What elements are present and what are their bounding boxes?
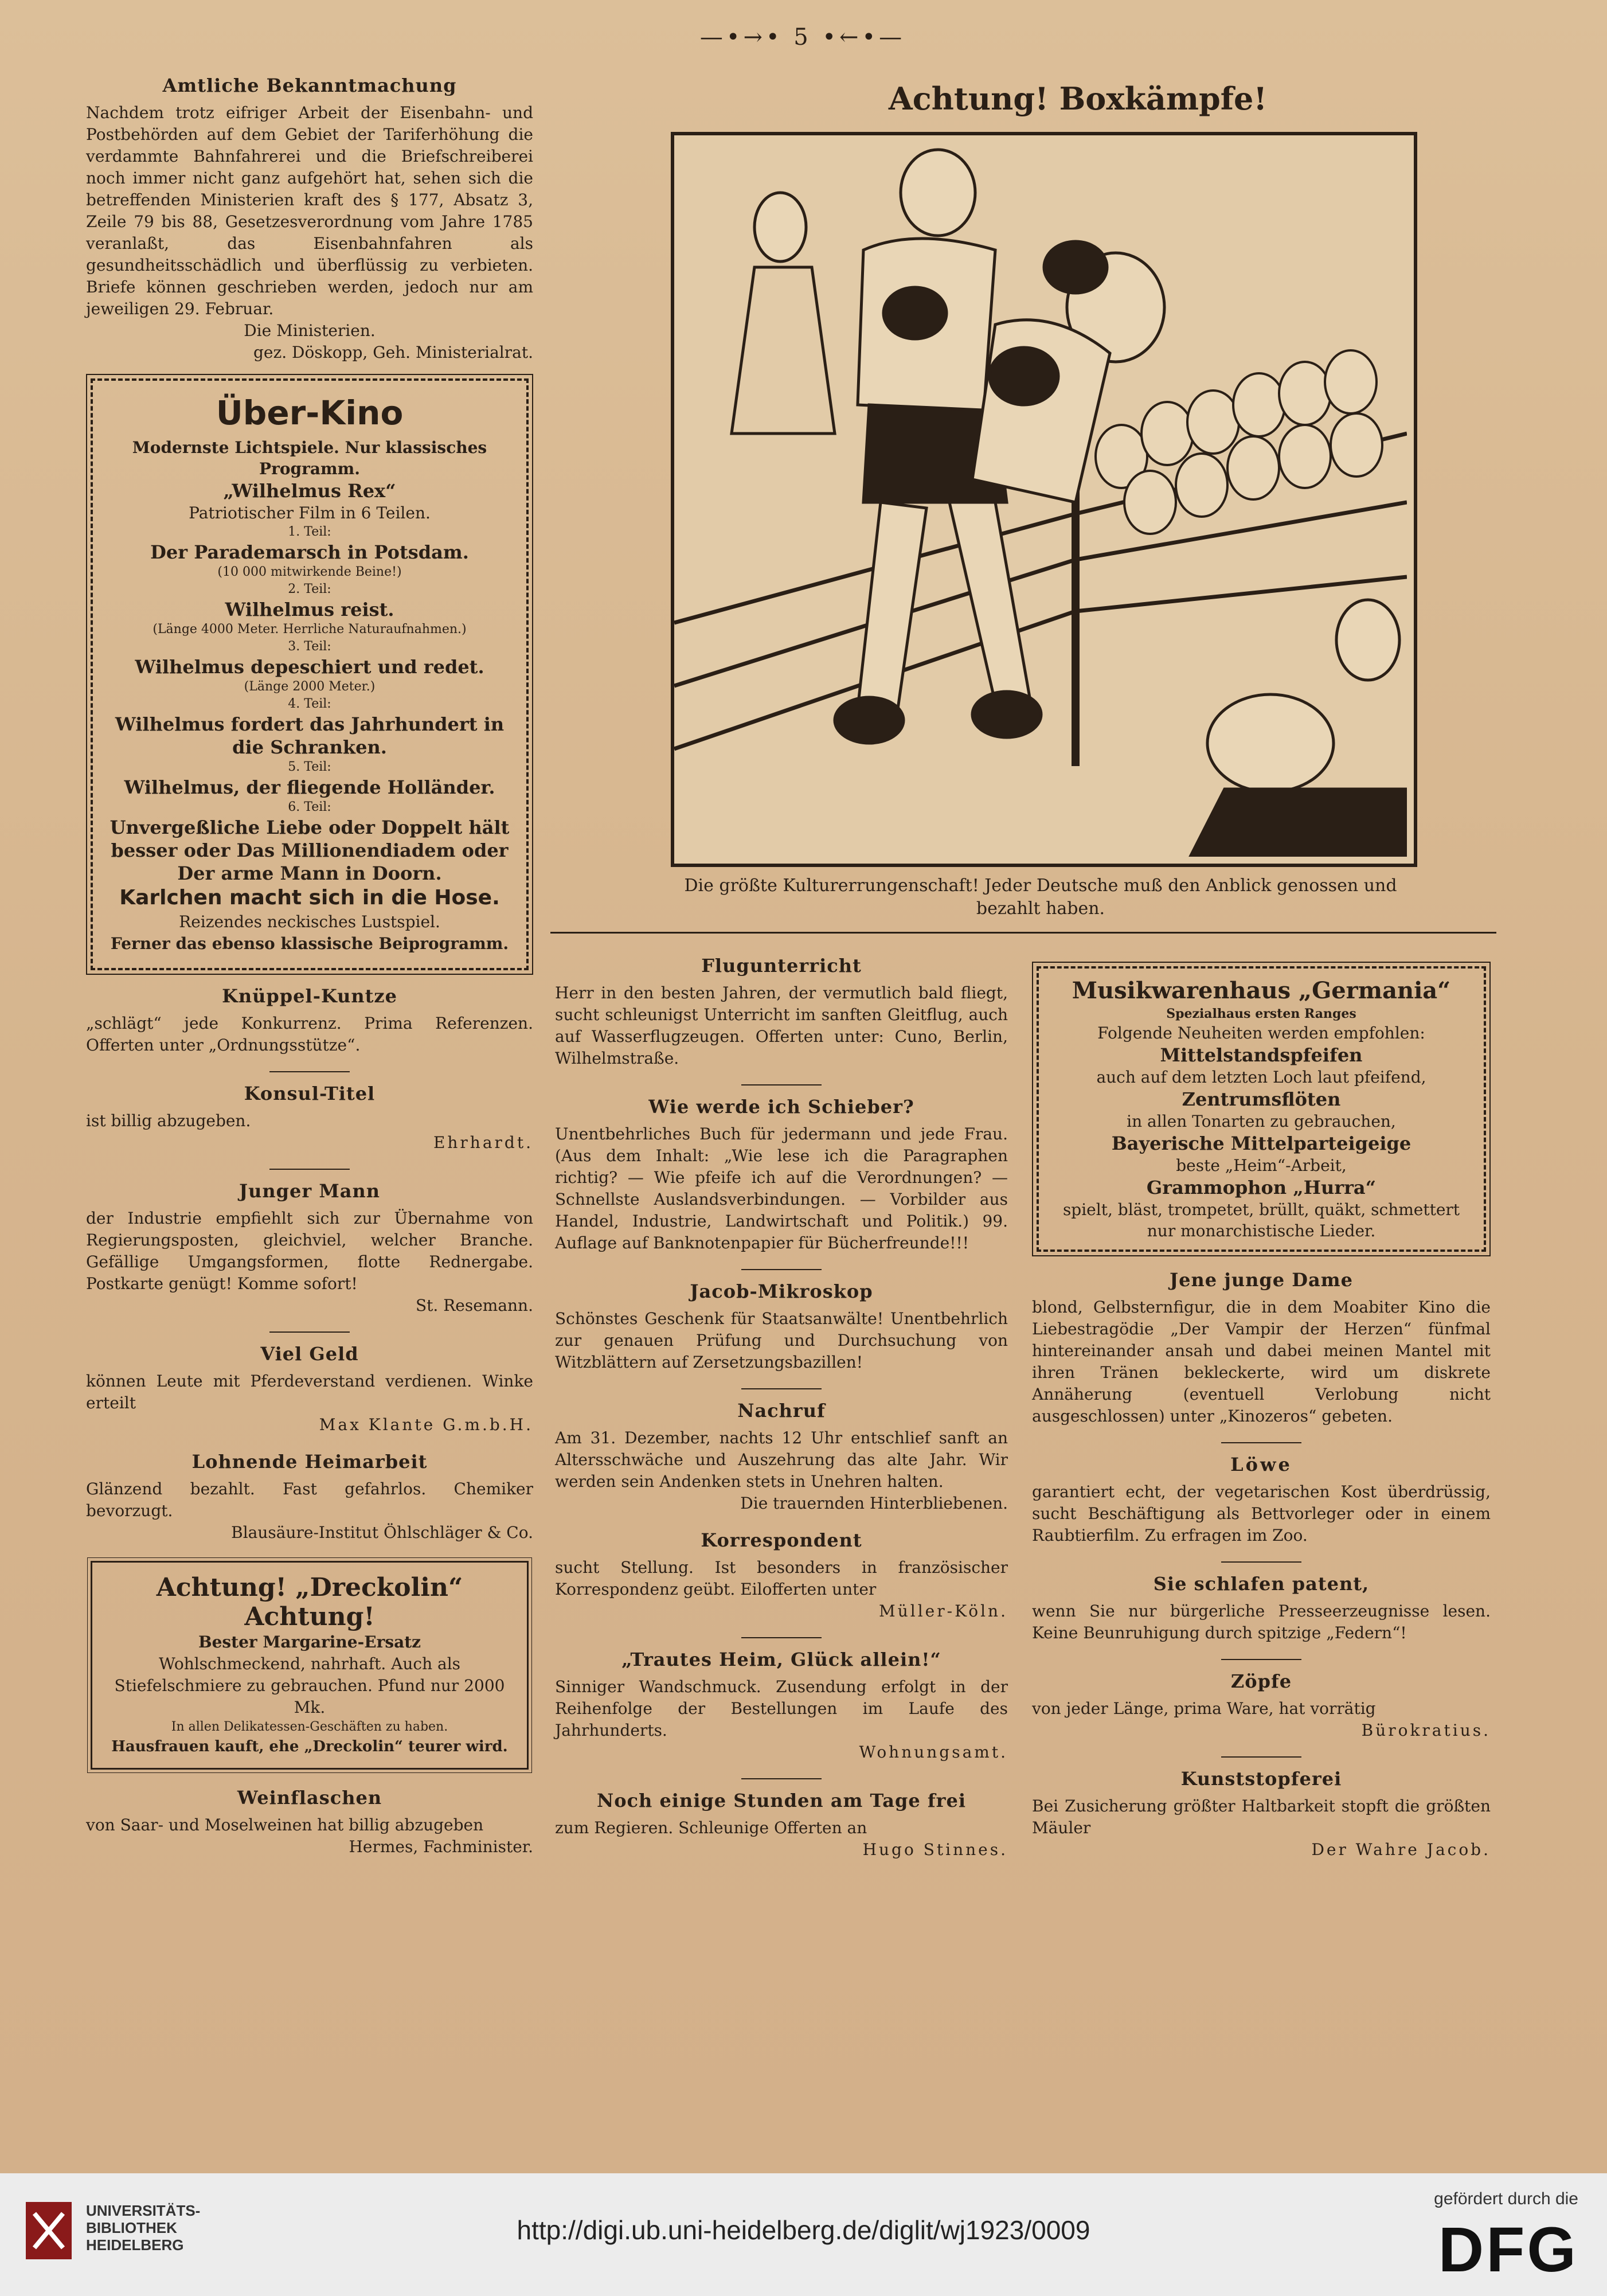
cartoon-title: Achtung! Boxkämpfe!	[888, 80, 1268, 117]
wein-title: Weinflaschen	[237, 1787, 382, 1809]
kino-part1-label: 1. Teil:	[288, 525, 331, 539]
trautes-heim-title: „Trautes Heim, Glück allein!“	[621, 1649, 941, 1670]
trautes-heim-text: Sinniger Wandschmuck. Zusendung erfolgt in der Reihenfolge der Bestellungen im Laufe des Jahrhunderts.	[555, 1677, 1008, 1740]
heimarbeit-ad	[86, 1451, 533, 1544]
dame-ad	[1032, 1269, 1491, 1427]
university-name-line3: HEIDELBERG	[86, 2236, 184, 2254]
boxing-cartoon-image	[671, 132, 1417, 867]
divider	[1221, 1756, 1301, 1758]
kino-line3: Patriotischer Film in 6 Teilen.	[189, 503, 431, 522]
kino-part1-sub: (10 000 mitwirkende Beine!)	[217, 565, 402, 579]
announcement-text: Nachdem trotz eifriger Arbeit der Eisenbahn- und Postbehörden auf dem Gebiet der Tariferhöhung die verdammte Bahnfahrerei und die Briefschreiberei noch immer nicht ganz aufgehört hat, sehen sich die betreffenden Ministerien kraft des § 177, Absatz 3, Zeile 79 bis 88, Gesetzesverordnung vom Jahre 1785 veranlaßt, das Eisenbahnfahren als gesundheitsschädlich und überflüssig zu verbieten. Briefe können geschrieben werden, jedoch nur am jeweiligen 29. Februar.	[86, 103, 533, 318]
dreckolin-ad	[91, 1561, 529, 1770]
trautes-heim-sig: Wohnungsamt.	[859, 1743, 1008, 1762]
musik-item4: Grammophon „Hurra“	[1146, 1177, 1377, 1198]
schieber-ad	[555, 1096, 1008, 1254]
musik-sub: Spezialhaus ersten Ranges	[1166, 1006, 1356, 1021]
kino-footer: Ferner das ebenso klassische Beiprogramm.	[110, 934, 509, 953]
junger-mann-sig: St. Resemann.	[415, 1296, 533, 1315]
kino-part7: Karlchen macht sich in die Hose.	[119, 886, 500, 909]
geld-title: Viel Geld	[260, 1343, 359, 1365]
flugunterricht-ad	[555, 955, 1008, 1069]
zoepfe-sig: Bürokratius.	[1361, 1721, 1491, 1740]
university-name-line2: BIBLIOTHEK	[86, 2219, 177, 2236]
source-url[interactable]: http://digi.ub.uni-heidelberg.de/diglit/wj1923/0009	[517, 2215, 1090, 2245]
cartoon-caption: Die größte Kulturerrungenschaft! Jeder Deutsche muß den Anblick genossen und bezahlt haben.	[684, 876, 1397, 919]
loewe-ad	[1032, 1454, 1491, 1547]
junger-mann-text: der Industrie empfiehlt sich zur Übernahme von Regierungsposten, gleichviel, welcher Branche. Gefällige Umgangsformen, flotte Rednergabe. Postkarte genügt! Komme sofort!	[86, 1209, 533, 1293]
knueppel-title: Knüppel-Kuntze	[222, 985, 397, 1007]
kino-part1: Der Parademarsch in Potsdam.	[150, 541, 469, 563]
announcement-title: Amtliche Bekanntmachung	[162, 75, 457, 96]
nachruf-sig: Die trauernden Hinterbliebenen.	[740, 1494, 1008, 1513]
schieber-title: Wie werde ich Schieber?	[648, 1096, 914, 1118]
musik-item2: Zentrumsflöten	[1182, 1088, 1341, 1110]
korrespondent-sig: Müller-Köln.	[879, 1602, 1008, 1621]
kino-part2-label: 2. Teil:	[288, 582, 331, 596]
divider	[741, 1778, 822, 1779]
dreckolin-line1: Bester Margarine-Ersatz	[198, 1633, 421, 1651]
musik-line4: beste „Heim“-Arbeit,	[1176, 1156, 1347, 1175]
junger-mann-ad	[86, 1180, 533, 1317]
horizontal-rule	[550, 932, 1496, 934]
musik-item1: Mittelstandspfeifen	[1160, 1044, 1363, 1066]
page-number: —•→• 5 •←•—	[699, 24, 906, 50]
patent-text: wenn Sie nur bürgerliche Presseerzeugnisse lesen. Keine Beunruhigung durch spitzige „Federn“!	[1032, 1602, 1491, 1642]
kino-part4: Wilhelmus fordert das Jahrhundert in die Schranken.	[115, 713, 505, 758]
kunststopferei-sig: Der Wahre Jacob.	[1311, 1840, 1491, 1859]
kunststopferei-title: Kunststopferei	[1180, 1768, 1342, 1790]
kino-part5-label: 5. Teil:	[288, 760, 331, 774]
dfg-logo: DFG	[1438, 2215, 1578, 2285]
stunden-sig: Hugo Stinnes.	[862, 1840, 1008, 1859]
konsul-text: ist billig abzugeben.	[86, 1111, 251, 1130]
divider	[1221, 1561, 1301, 1563]
kino-part3-label: 3. Teil:	[288, 639, 331, 654]
dreckolin-title: Achtung! „Dreckolin“ Achtung!	[156, 1573, 463, 1631]
geld-sig: Max Klante G.m.b.H.	[319, 1415, 533, 1434]
musik-title: Musikwarenhaus „Germania“	[1072, 977, 1451, 1004]
dreckolin-line4: Hausfrauen kauft, ehe „Dreckolin“ teurer wird.	[111, 1738, 508, 1755]
nachruf-title: Nachruf	[737, 1400, 826, 1422]
patent-ad	[1032, 1573, 1491, 1644]
dame-text: blond, Gelbsternfigur, die in dem Moabiter Kino die Liebestragödie „Der Vampir der Herzen“ fünfmal hintereinander ansah und dabei meinen Mantel mit ihren Tränen bekleckerte, wird um diskrete Annäherung (eventuell Verlobung nicht ausgeschlossen) unter „Kinozeros“ gebeten.	[1032, 1298, 1491, 1426]
konsul-ad	[86, 1083, 533, 1154]
kino-line2: „Wilhelmus Rex“	[223, 480, 396, 502]
announcement-sig1: Die Ministerien.	[244, 321, 376, 340]
musikwarenhaus-ad	[1037, 966, 1486, 1252]
kino-part6-label: 6. Teil:	[288, 800, 331, 814]
geld-text: können Leute mit Pferdeverstand verdienen. Winke erteilt	[86, 1372, 533, 1412]
nachruf-ad	[555, 1400, 1008, 1514]
divider	[1221, 1659, 1301, 1660]
korrespondent-title: Korrespondent	[701, 1529, 862, 1551]
divider	[741, 1269, 822, 1270]
dreckolin-line2: Wohlschmeckend, nahrhaft. Auch als Stiefelschmiere zu gebrauchen. Pfund nur 2000 Mk.	[114, 1654, 505, 1717]
dfg-funding-text: gefördert durch die	[1434, 2189, 1578, 2208]
knueppel-text: „schlägt“ jede Konkurrenz. Prima Referenzen. Offerten unter „Ordnungsstütze“.	[86, 1014, 533, 1055]
korrespondent-text: sucht Stellung. Ist besonders in französischer Korrespondenz geübt. Eilofferten unter	[555, 1558, 1008, 1599]
university-name-line1: UNIVERSITÄTS-	[86, 2202, 201, 2219]
loewe-text: garantiert echt, der vegetarischen Kost überdrüssig, sucht Beschäftigung als Bettvorleger oder in einem Raubtierfilm. Zu erfragen im Zoo.	[1032, 1482, 1491, 1545]
kino-part3-sub: (Länge 2000 Meter.)	[244, 680, 376, 694]
kino-part2: Wilhelmus reist.	[225, 599, 394, 620]
mikroskop-text: Schönstes Geschenk für Staatsanwälte! Unentbehrlich zur genauen Prüfung und Durchsuchung von Witzblättern auf Zersetzungsbazillen!	[555, 1309, 1008, 1372]
kino-part6: Unvergeßliche Liebe oder Doppelt hält besser oder Das Millionendiadem oder Der arme Mann in Doorn.	[110, 817, 510, 884]
musik-item3: Bayerische Mittelparteigeige	[1111, 1133, 1411, 1154]
konsul-title: Konsul-Titel	[244, 1083, 376, 1104]
korrespondent-ad	[555, 1529, 1008, 1622]
junger-mann-title: Junger Mann	[238, 1180, 381, 1202]
loewe-title: Löwe	[1230, 1454, 1292, 1475]
stunden-ad	[555, 1790, 1008, 1861]
flugunterricht-title: Flugunterricht	[701, 955, 862, 977]
divider	[741, 1084, 822, 1085]
divider	[269, 1071, 350, 1072]
zoepfe-title: Zöpfe	[1230, 1670, 1292, 1692]
divider	[741, 1637, 822, 1638]
divider	[1221, 1442, 1301, 1443]
dame-title: Jene junge Dame	[1170, 1269, 1353, 1291]
announcement	[86, 75, 533, 364]
heimarbeit-title: Lohnende Heimarbeit	[191, 1451, 428, 1473]
boxing-cartoon-drawing	[674, 135, 1407, 857]
knueppel-ad	[86, 985, 533, 1056]
footer-bar	[0, 2173, 1607, 2296]
kino-ad	[91, 378, 529, 970]
patent-title: Sie schlafen patent,	[1153, 1573, 1370, 1595]
heimarbeit-text: Glänzend bezahlt. Fast gefahrlos. Chemiker bevorzugt.	[86, 1479, 533, 1520]
stunden-text: zum Regieren. Schleunige Offerten an	[555, 1818, 867, 1837]
flugunterricht-text: Herr in den besten Jahren, der vermutlich bald fliegt, sucht schleunigst Unterricht im sanften Gleitflug, auch auf Wasserflugzeugen. Offerten unter: Cuno, Berlin, Wilhelmstraße.	[555, 983, 1008, 1068]
konsul-sig: Ehrhardt.	[433, 1133, 533, 1152]
left-column	[86, 75, 533, 1873]
musik-line1: Folgende Neuheiten werden empfohlen:	[1097, 1024, 1425, 1042]
nachruf-text: Am 31. Dezember, nachts 12 Uhr entschlief sanft an Altersschwäche und Auszehrung das alte Jahr. Wir werden sein Andenken stets in Unehren halten.	[555, 1428, 1008, 1491]
musik-line3: in allen Tonarten zu gebrauchen,	[1127, 1112, 1396, 1131]
kunststopferei-ad	[1032, 1768, 1491, 1861]
mikroskop-title: Jacob-Mikroskop	[690, 1280, 873, 1302]
kunststopferei-text: Bei Zusicherung größter Haltbarkeit stopft die größten Mäuler	[1032, 1797, 1491, 1837]
mikroskop-ad	[555, 1280, 1008, 1373]
geld-ad	[86, 1343, 533, 1436]
kino-part2-sub: (Länge 4000 Meter. Herrliche Naturaufnahmen.)	[153, 622, 467, 637]
kino-part3: Wilhelmus depeschiert und redet.	[135, 656, 484, 678]
trautes-heim-ad	[555, 1649, 1008, 1763]
zoepfe-text: von jeder Länge, prima Ware, hat vorrätig	[1032, 1699, 1376, 1718]
right-column	[1032, 955, 1491, 1876]
kino-line1: Modernste Lichtspiele. Nur klassisches Programm.	[132, 438, 487, 478]
divider	[269, 1169, 350, 1170]
divider	[741, 1388, 822, 1389]
heimarbeit-sig: Blausäure-Institut Öhlschläger & Co.	[231, 1523, 533, 1542]
kino-part4-label: 4. Teil:	[288, 697, 331, 711]
kino-part5: Wilhelmus, der fliegende Holländer.	[124, 776, 495, 798]
schieber-text: Unentbehrliches Buch für jedermann und jede Frau. (Aus dem Inhalt: „Wie lese ich die Paragraphen richtig? — Wie pfeife ich auf die Verordnungen? — Schnellste Auslandsverbindungen. — Vorbilder aus Handel, Industrie, Landwirtschaft und Politik.) 99. Auflage auf Banknotenpapier für Bücherfreunde!!!	[555, 1124, 1008, 1252]
kino-part7-sub: Reizendes neckisches Lustspiel.	[179, 912, 440, 931]
wein-ad	[86, 1787, 533, 1858]
announcement-sig2: gez. Döskopp, Geh. Ministerialrat.	[253, 343, 533, 362]
zoepfe-ad	[1032, 1670, 1491, 1741]
kino-title: Über-Kino	[216, 393, 404, 432]
musik-line2: auch auf dem letzten Loch laut pfeifend,	[1096, 1068, 1426, 1087]
middle-column	[555, 955, 1008, 1876]
divider	[269, 1331, 350, 1333]
wein-sig: Hermes, Fachminister.	[349, 1837, 533, 1856]
wein-text: von Saar- und Moselweinen hat billig abzugeben	[86, 1815, 484, 1834]
stunden-title: Noch einige Stunden am Tage frei	[596, 1790, 967, 1811]
musik-line5: spielt, bläst, trompetet, brüllt, quäkt, schmettert nur monarchistische Lieder.	[1062, 1200, 1460, 1240]
dreckolin-line3: In allen Delikatessen-Geschäften zu haben.	[171, 1720, 448, 1734]
